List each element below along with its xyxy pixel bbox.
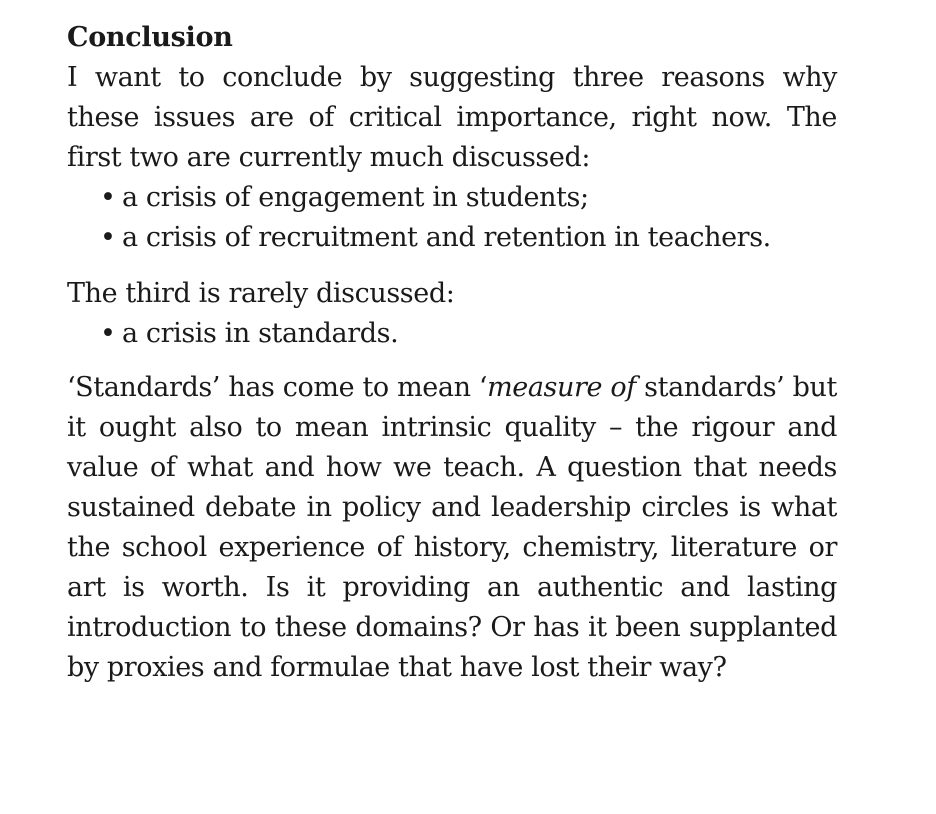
list-item-text: a crisis of engagement in students; [122,182,589,213]
section-heading: Conclusion [67,22,233,53]
list-item [67,178,837,218]
standards-italic-phrase: measure of [487,372,636,403]
bullet-icon: • [100,318,116,349]
intro-paragraph: I want to conclude by suggesting three reasons why these issues are of critical importance, right now. The first two are currently much discussed: [67,62,837,173]
standards-text-start: ‘Standards’ has come to mean ‘ [67,372,488,403]
list-item [67,314,837,354]
bullet-icon: • [100,182,116,213]
bullet-list-standards [67,314,837,354]
list-item [67,218,837,258]
document-page [67,18,837,688]
standards-paragraph [67,368,837,688]
bullet-icon: • [100,222,116,253]
list-item-text: a crisis of recruitment and retention in teachers. [122,222,771,253]
third-reason-intro: The third is rarely discussed: [67,278,455,309]
bullet-list-crises [67,178,837,258]
standards-text-rest: standards’ but it ought also to mean intrinsic quality – the rigour and value of what and how we teach. A question that needs sustained debate in policy and leadership circles is what the school experience of history, chemistry, literature or art is worth. Is it providing an authentic and lasting introduction to these domains? Or has it been supplanted by proxies and formulae that have lost their way? [67,372,837,683]
list-item-text: a crisis in standards. [122,318,399,349]
